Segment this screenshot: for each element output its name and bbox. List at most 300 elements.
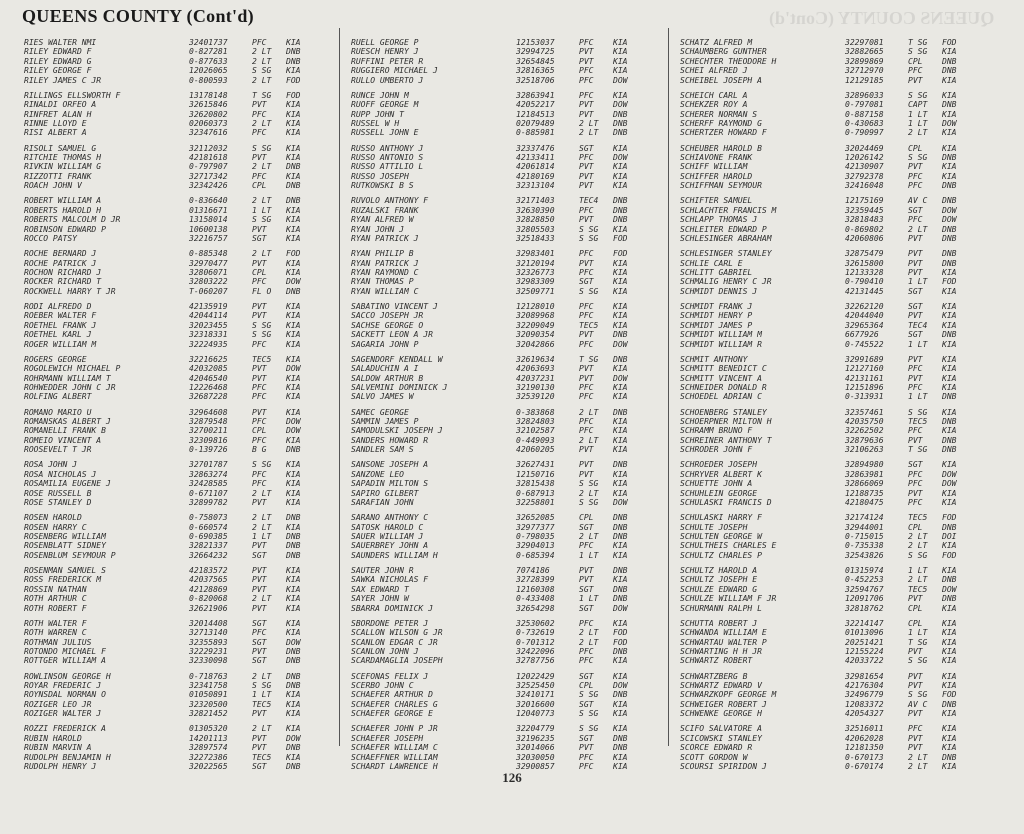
roster-entry	[351, 445, 641, 454]
serial-number: 32701787	[189, 460, 228, 470]
casualty-status: DNB	[942, 258, 957, 268]
rank: 1 LT	[252, 531, 272, 541]
soldier-name: SCHLACHTER FRANCIS M	[680, 205, 777, 215]
casualty-status: KIA	[942, 541, 957, 551]
serial-number: 0-670174	[845, 761, 884, 771]
rank: SGT	[252, 637, 267, 647]
roster-entry	[680, 57, 970, 66]
soldier-name: RUFFINI PETER R	[351, 56, 424, 66]
casualty-status: DOW	[942, 205, 957, 215]
roster-entry	[680, 470, 970, 479]
serial-number: 32518433	[516, 233, 555, 243]
rank: 2 LT	[579, 531, 599, 541]
casualty-status: FOD	[613, 233, 628, 243]
roster-column-3	[680, 38, 970, 777]
casualty-status: KIA	[286, 143, 301, 153]
roster-group	[680, 619, 970, 672]
casualty-status: DNB	[942, 66, 957, 76]
roster-entry	[680, 383, 970, 392]
roster-group	[24, 460, 314, 513]
roster-entry	[24, 460, 314, 469]
roster-entry	[24, 700, 314, 709]
soldier-name: ROSE RUSSELL B	[24, 488, 92, 498]
roster-entry	[24, 110, 314, 119]
casualty-status: DNB	[942, 699, 957, 709]
rank: PFC	[579, 541, 594, 551]
roster-entry	[680, 647, 970, 656]
serial-number: 32964608	[189, 407, 228, 417]
casualty-status: KIA	[613, 171, 628, 181]
soldier-name: SCOURSI SPIRIDON J	[680, 761, 767, 771]
serial-number: 32882665	[845, 47, 884, 57]
casualty-status: KIA	[613, 224, 628, 234]
rank: PVT	[579, 565, 594, 575]
rank: PVT	[252, 497, 267, 507]
soldier-name: SCHMITT VINCENT A	[680, 373, 762, 383]
rank: S SG	[579, 497, 599, 507]
soldier-name: RYAN JOHN J	[351, 224, 404, 234]
roster-entry	[24, 619, 314, 628]
roster-group	[680, 302, 970, 355]
casualty-status: DNB	[613, 196, 628, 206]
roster-entry	[680, 445, 970, 454]
roster-entry	[24, 647, 314, 656]
rank: S SG	[579, 224, 599, 234]
casualty-status: KIA	[286, 469, 301, 479]
soldier-name: RITCHIE THOMAS H	[24, 152, 102, 162]
casualty-status: KIA	[286, 392, 301, 402]
roster-group	[24, 302, 314, 355]
soldier-name: SCHEICH CARL A	[680, 90, 748, 100]
casualty-status: DOW	[286, 277, 301, 287]
serial-number: 32262120	[845, 301, 884, 311]
rank: PVT	[252, 311, 267, 321]
soldier-name: ROWLINSON GEORGE H	[24, 671, 111, 681]
casualty-status: KIA	[286, 594, 301, 604]
roster-column-1	[24, 38, 314, 777]
casualty-status: DNB	[286, 541, 301, 551]
roster-entry	[351, 181, 641, 190]
serial-number: 32024469	[845, 143, 884, 153]
serial-number: 32016600	[516, 699, 555, 709]
serial-number: 12091706	[845, 594, 884, 604]
casualty-status: DNB	[613, 565, 628, 575]
soldier-name: ROSA NICHOLAS J	[24, 469, 97, 479]
rank: 2 LT	[252, 56, 272, 66]
rank: 2 LT	[252, 118, 272, 128]
casualty-status: KIA	[613, 258, 628, 268]
rank: PVT	[252, 224, 267, 234]
soldier-name: SCHWENKE GEORGE H	[680, 709, 762, 719]
casualty-status: DNB	[942, 416, 957, 426]
serial-number: 0-798035	[516, 531, 555, 541]
roster-entry	[24, 374, 314, 383]
serial-number: 42037565	[189, 575, 228, 585]
serial-number: 32229231	[189, 646, 228, 656]
rank: PFC	[579, 416, 594, 426]
serial-number: 32991689	[845, 354, 884, 364]
serial-number: 0-671107	[189, 488, 228, 498]
serial-number: 32900857	[516, 761, 555, 771]
soldier-name: SCHULTHEIS CHARLES E	[680, 541, 777, 551]
rank: SGT	[252, 550, 267, 560]
roster-entry	[24, 206, 314, 215]
rank: 1 LT	[908, 109, 928, 119]
casualty-status: KIA	[286, 690, 301, 700]
casualty-status: DNB	[286, 196, 301, 206]
rank: TEC5	[252, 752, 272, 762]
soldier-name: ROGERS GEORGE	[24, 354, 87, 364]
casualty-status: KIA	[613, 277, 628, 287]
casualty-status: DOW	[613, 100, 628, 110]
rank: CPL	[579, 680, 594, 690]
serial-number: 32983309	[516, 277, 555, 287]
serial-number: 0-745522	[845, 339, 884, 349]
show-through-title: QUEENS COUNTY (Cont'd)	[768, 8, 994, 28]
casualty-status: KIA	[942, 709, 957, 719]
roster-entry	[24, 709, 314, 718]
roster-group	[24, 144, 314, 197]
roster-entry	[680, 287, 970, 296]
soldier-name: SANDERS HOWARD R	[351, 435, 429, 445]
rank: 2 LT	[579, 407, 599, 417]
serial-number: 32875479	[845, 249, 884, 259]
soldier-name: SCHAEFER JOHN P JR	[351, 724, 438, 734]
serial-number: 12026142	[845, 152, 884, 162]
serial-number: 42183572	[189, 565, 228, 575]
serial-number: 32630390	[516, 205, 555, 215]
casualty-status: DNB	[613, 594, 628, 604]
roster-group	[351, 144, 641, 197]
rank: SGT	[908, 205, 923, 215]
soldier-name: ROSE STANLEY D	[24, 497, 92, 507]
roster-entry	[680, 594, 970, 603]
roster-entry	[351, 523, 641, 532]
casualty-status: DNB	[942, 224, 957, 234]
roster-entry	[24, 479, 314, 488]
casualty-status: DNB	[613, 109, 628, 119]
soldier-name: SCHAEFER JOSEPH	[351, 733, 424, 743]
soldier-name: RUSSO ATTILIO L	[351, 162, 424, 172]
casualty-status: DOW	[613, 373, 628, 383]
rank: 2 LT	[252, 196, 272, 206]
soldier-name: SCHMALIG HENRY C JR	[680, 277, 772, 287]
serial-number: 32209049	[516, 320, 555, 330]
casualty-status: DNB	[613, 690, 628, 700]
soldier-name: SCHWARZKOPF GEORGE M	[680, 690, 777, 700]
serial-number: 0-715015	[845, 531, 884, 541]
soldier-name: SCHULASKI HARRY F	[680, 513, 762, 523]
rank: PVT	[252, 565, 267, 575]
serial-number: 32530602	[516, 618, 555, 628]
roster-entry	[680, 76, 970, 85]
roster-entry	[351, 196, 641, 205]
serial-number: 32818762	[845, 603, 884, 613]
serial-number: 32815438	[516, 479, 555, 489]
rank: SGT	[579, 584, 594, 594]
rank: PFC	[579, 301, 594, 311]
soldier-name: SCHEUBER HAROLD B	[680, 143, 762, 153]
serial-number: 32416048	[845, 181, 884, 191]
soldier-name: SCHROEDER JOSEPH	[680, 460, 758, 470]
casualty-status: KIA	[942, 373, 957, 383]
serial-number: 12040773	[516, 709, 555, 719]
casualty-status: KIA	[942, 301, 957, 311]
serial-number: 42128869	[189, 584, 228, 594]
casualty-status: KIA	[613, 575, 628, 585]
roster-entry	[24, 417, 314, 426]
roster-entry	[351, 470, 641, 479]
roster-entry	[680, 460, 970, 469]
rank: PFC	[908, 382, 923, 392]
soldier-name: ROSS FREDERICK M	[24, 575, 102, 585]
serial-number: 32023455	[189, 320, 228, 330]
soldier-name: SAUNDERS WILLIAM H	[351, 550, 438, 560]
roster-entry	[24, 234, 314, 243]
roster-entry	[351, 249, 641, 258]
rank: PVT	[252, 541, 267, 551]
soldier-name: ROTH WARREN C	[24, 628, 87, 638]
casualty-status: DOW	[613, 75, 628, 85]
roster-entry	[680, 551, 970, 560]
rank: S SG	[579, 479, 599, 489]
soldier-name: ROYAR FREDERIC J	[24, 680, 102, 690]
rank: TEC4	[908, 320, 928, 330]
serial-number: 32262502	[845, 426, 884, 436]
soldier-name: SCHEKZER ROY A	[680, 100, 748, 110]
rank: PFC	[908, 66, 923, 76]
casualty-status: KIA	[942, 162, 957, 172]
rank: PFC	[579, 311, 594, 321]
soldier-name: ROCKER RICHARD T	[24, 277, 102, 287]
roster-entry	[680, 408, 970, 417]
casualty-status: DNB	[942, 152, 957, 162]
roster-group	[680, 460, 970, 513]
casualty-status: DNB	[286, 646, 301, 656]
soldier-name: SCHUHLEIN GEORGE	[680, 488, 758, 498]
casualty-status: KIA	[286, 224, 301, 234]
roster-group	[24, 355, 314, 408]
roster-entry	[351, 566, 641, 575]
serial-number: 32977377	[516, 522, 555, 532]
roster-entry	[24, 628, 314, 637]
serial-number: 0-690385	[189, 531, 228, 541]
casualty-status: KIA	[286, 311, 301, 321]
serial-number: 32089968	[516, 311, 555, 321]
soldier-name: RUTKOWSKI B S	[351, 181, 414, 191]
casualty-status: DNB	[942, 196, 957, 206]
soldier-name: ROEBER WALTER F	[24, 311, 97, 321]
roster-entry	[680, 119, 970, 128]
rank: CAPT	[908, 100, 928, 110]
serial-number: 32981654	[845, 671, 884, 681]
soldier-name: SALVEMINI DOMINICK J	[351, 382, 448, 392]
casualty-status: FOD	[613, 637, 628, 647]
casualty-status: KIA	[286, 330, 301, 340]
serial-number: 01305320	[189, 724, 228, 734]
rank: S SG	[908, 407, 928, 417]
casualty-status: DNB	[613, 584, 628, 594]
rank: PVT	[908, 373, 923, 383]
soldier-name: ROBERT WILLIAM A	[24, 196, 102, 206]
serial-number: 32687228	[189, 392, 228, 402]
casualty-status: DOW	[286, 364, 301, 374]
rank: PVT	[252, 575, 267, 585]
casualty-status: DOW	[613, 497, 628, 507]
rank: TEC5	[579, 320, 599, 330]
rank: PFC	[252, 469, 267, 479]
soldier-name: RUVOLO ANTHONY F	[351, 196, 429, 206]
casualty-status: KIA	[942, 320, 957, 330]
rank: S SG	[252, 330, 272, 340]
casualty-status: DNB	[286, 181, 301, 191]
soldier-name: SAUER WILLIAM J	[351, 531, 424, 541]
serial-number: 42063693	[516, 364, 555, 374]
serial-number: 32341758	[189, 680, 228, 690]
roster-entry	[24, 408, 314, 417]
serial-number: 12175169	[845, 196, 884, 206]
rank: 2 LT	[908, 575, 928, 585]
rank: S SG	[579, 724, 599, 734]
roster-group	[351, 513, 641, 566]
roster-entry	[680, 268, 970, 277]
rank: S SG	[252, 460, 272, 470]
serial-number: 12127160	[845, 364, 884, 374]
roster-entry	[680, 743, 970, 752]
serial-number: 32899869	[845, 56, 884, 66]
soldier-name: SCHULTE JOSEPH	[680, 522, 748, 532]
rank: PFC	[908, 724, 923, 734]
rank: PVT	[908, 488, 923, 498]
roster-entry	[351, 753, 641, 762]
roster-entry	[351, 383, 641, 392]
casualty-status: KIA	[613, 724, 628, 734]
rank: SGT	[579, 699, 594, 709]
roster-entry	[680, 364, 970, 373]
soldier-name: RUDOLPH BENJAMIN H	[24, 752, 111, 762]
roster-entry	[24, 100, 314, 109]
roster-entry	[680, 709, 970, 718]
rank: S SG	[579, 233, 599, 243]
soldier-name: SANZONE LEO	[351, 469, 404, 479]
serial-number: 0-685394	[516, 550, 555, 560]
rank: 2 LT	[908, 224, 928, 234]
soldier-name: SCHMIDT DENNIS J	[680, 286, 758, 296]
serial-number: 32818483	[845, 215, 884, 225]
soldier-name: SACHSE GEORGE O	[351, 320, 424, 330]
roster-group	[351, 619, 641, 672]
serial-number: 32204779	[516, 724, 555, 734]
serial-number: 32664232	[189, 550, 228, 560]
roster-group	[351, 249, 641, 302]
roster-entry	[351, 364, 641, 373]
serial-number: 32824803	[516, 416, 555, 426]
roster-entry	[351, 119, 641, 128]
rank: PVT	[908, 646, 923, 656]
serial-number: 32022565	[189, 761, 228, 771]
roster-entry	[680, 91, 970, 100]
roster-entry	[24, 436, 314, 445]
casualty-status: KIA	[613, 752, 628, 762]
roster-entry	[351, 594, 641, 603]
casualty-status: KIA	[942, 565, 957, 575]
soldier-name: ROBINSON EDWARD P	[24, 224, 106, 234]
roster-entry	[680, 575, 970, 584]
rank: CPL	[908, 143, 923, 153]
soldier-name: RYAN THOMAS P	[351, 277, 414, 287]
soldier-name: SCHIFTER SAMUEL	[680, 196, 753, 206]
serial-number: 32627431	[516, 460, 555, 470]
roster-entry	[680, 277, 970, 286]
casualty-status: KIA	[613, 426, 628, 436]
roster-entry	[351, 628, 641, 637]
roster-entry	[24, 321, 314, 330]
casualty-status: DNB	[613, 522, 628, 532]
soldier-name: SCHRYVER ALBERT K	[680, 469, 762, 479]
rank: CPL	[908, 603, 923, 613]
roster-entry	[680, 417, 970, 426]
casualty-status: KIA	[942, 75, 957, 85]
serial-number: 0-797907	[189, 162, 228, 172]
casualty-status: KIA	[286, 522, 301, 532]
soldier-name: SAPIRO GILBERT	[351, 488, 419, 498]
roster-entry	[24, 153, 314, 162]
casualty-status: DOW	[613, 680, 628, 690]
serial-number: 32863274	[189, 469, 228, 479]
roster-entry	[680, 724, 970, 733]
casualty-status: KIA	[286, 215, 301, 225]
soldier-name: SCHREINER ANTHONY T	[680, 435, 772, 445]
soldier-name: RIES WALTER NMI	[24, 38, 97, 47]
soldier-name: ROMANSKAS ALBERT J	[24, 416, 111, 426]
serial-number: 02060373	[189, 118, 228, 128]
rank: PVT	[252, 646, 267, 656]
rank: PVT	[579, 445, 594, 455]
soldier-name: SCHIFFMAN SEYMOUR	[680, 181, 762, 191]
serial-number: 12184513	[516, 109, 555, 119]
casualty-status: KIA	[942, 171, 957, 181]
rank: PFC	[252, 479, 267, 489]
casualty-status: KIA	[942, 267, 957, 277]
soldier-name: SAUERBREY JOHN A	[351, 541, 429, 551]
serial-number: 32539120	[516, 392, 555, 402]
serial-number: 42130907	[845, 162, 884, 172]
rank: PFC	[579, 267, 594, 277]
serial-number: 12022429	[516, 671, 555, 681]
rank: PVT	[579, 258, 594, 268]
roster-entry	[351, 498, 641, 507]
soldier-name: SCHAEFFNER WILLIAM	[351, 752, 438, 762]
rank: SGT	[252, 233, 267, 243]
rank: PVT	[252, 258, 267, 268]
casualty-status: KIA	[286, 752, 301, 762]
roster-entry	[680, 144, 970, 153]
casualty-status: KIA	[613, 671, 628, 681]
soldier-name: SAMODULSKI JOSEPH J	[351, 426, 443, 436]
rank: S SG	[579, 690, 599, 700]
roster-group	[351, 196, 641, 249]
rank: S SG	[908, 90, 928, 100]
rank: PFC	[908, 497, 923, 507]
casualty-status: DNB	[286, 761, 301, 771]
casualty-status: DNB	[942, 56, 957, 66]
roster-entry	[351, 311, 641, 320]
casualty-status: DOW	[942, 118, 957, 128]
rank: B G	[252, 445, 267, 455]
roster-entry	[351, 287, 641, 296]
casualty-status: KIA	[942, 656, 957, 666]
rank: 2 LT	[908, 531, 928, 541]
